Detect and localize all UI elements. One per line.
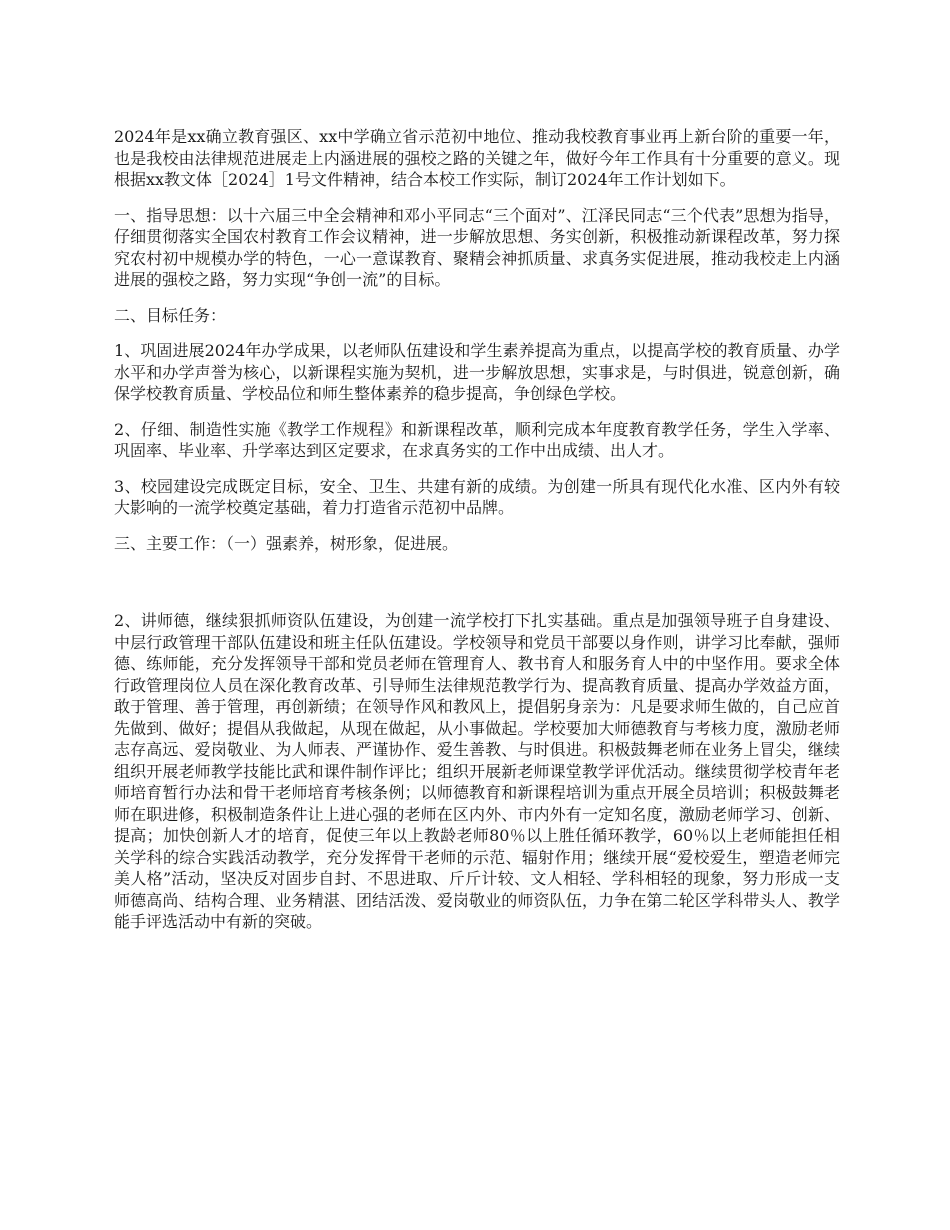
document-body bbox=[114, 126, 840, 947]
goals-heading: 二、目标任务： bbox=[114, 305, 227, 325]
work-2-paragraph: 2、讲师德，继续狠抓师资队伍建设，为创建一流学校打下扎实基础。重点是加强领导班子自身建设、中层行政管理干部队伍建设和班主任队伍建设。学校领导和党员干部要以身作则，讲学习比奉献，强师德、练师能，充分发挥领导干部和党员老师在管理育人、教书育人和服务育人中的中坚作用。要求全体行政管理岗位人员在深化教育改革、引导师生法律规范教学行为、提高教育质量、提高办学效益方面，敢于管理、善于管理，再创新绩；在领导作风和教风上，提倡躬身亲为：凡是要求师生做的，自己应首先做到、做好；提倡从我做起，从现在做起，从小事做起。学校要加大师德教育与考核力度，激励老师志存高远、爱岗敬业、为人师表、严谨协作、爱生善教、与时俱进。积极鼓舞老师在业务上冒尖，继续组织开展老师教学技能比武和课件制作评比；组织开展新老师课堂教学评优活动。继续贯彻学校青年老师培育暂行办法和骨干老师培育考核条例；以师德教育和新课程培训为重点开展全员培训；积极鼓舞老师在职进修，积极制造条件让上进心强的老师在区内外、市内外有一定知名度，激励老师学习、创新、提高；加快创新人才的培育，促使三年以上教龄老师80％以上胜任循环教学，60％以上老师能担任相关学科的综合实践活动教学，充分发挥骨干老师的示范、辐射作用；继续开展“爱校爱生，塑造老师完美人格”活动，坚决反对固步自封、不思进取、斤斤计较、文人相轻、学科相轻的现象，努力形成一支师德高尚、结构合理、业务精湛、团结活泼、爱岗敬业的师资队伍，力争在第二轮区学科带头人、教学能手评选活动中有新的突破。 bbox=[114, 611, 840, 931]
blank-gap bbox=[114, 568, 840, 610]
goal-1-paragraph: 1、巩固进展2024年办学成果，以老师队伍建设和学生素养提高为重点，以提高学校的教育质量、办学水平和办学声誉为核心，以新课程实施为契机，进一步解放思想，实事求是，与时俱进，锐意创新，确保学校教育质量、学校品位和师生整体素养的稳步提高，争创绿色学校。 bbox=[114, 341, 840, 403]
guiding-thought-paragraph: 一、指导思想：以十六届三中全会精神和邓小平同志“三个面对”、江泽民同志“三个代表”思想为指导，仔细贯彻落实全国农村教育工作会议精神，进一步解放思想、务实创新，积极推动新课程改革，努力探究农村初中规模办学的特色，一心一意谋教育、聚精会神抓质量、求真务实促进展，推动我校走上内涵进展的强校之路，努力实现“争创一流”的目标。 bbox=[114, 205, 840, 289]
main-work-heading: 三、主要工作：（一）强素养，树形象，促进展。 bbox=[114, 533, 459, 553]
intro-paragraph: 2024年是xx确立教育强区、xx中学确立省示范初中地位、推动我校教育事业再上新台阶的重要一年，也是我校由法律规范进展走上内涵进展的强校之路的关键之年，做好今年工作具有十分重要的意义。现根据xx教文体［2024］1号文件精神，结合本校工作实际，制订2024年工作计划如下。 bbox=[114, 127, 840, 189]
goal-3-paragraph: 3、校园建设完成既定目标，安全、卫生、共建有新的成绩。为创建一所具有现代化水准、区内外有较大影响的一流学校奠定基础，着力打造省示范初中品牌。 bbox=[114, 476, 840, 517]
goal-2-paragraph: 2、仔细、制造性实施《教学工作规程》和新课程改革，顺利完成本年度教育教学任务，学生入学率、巩固率、毕业率、升学率达到区定要求，在求真务实的工作中出成绩、出人才。 bbox=[114, 419, 840, 460]
